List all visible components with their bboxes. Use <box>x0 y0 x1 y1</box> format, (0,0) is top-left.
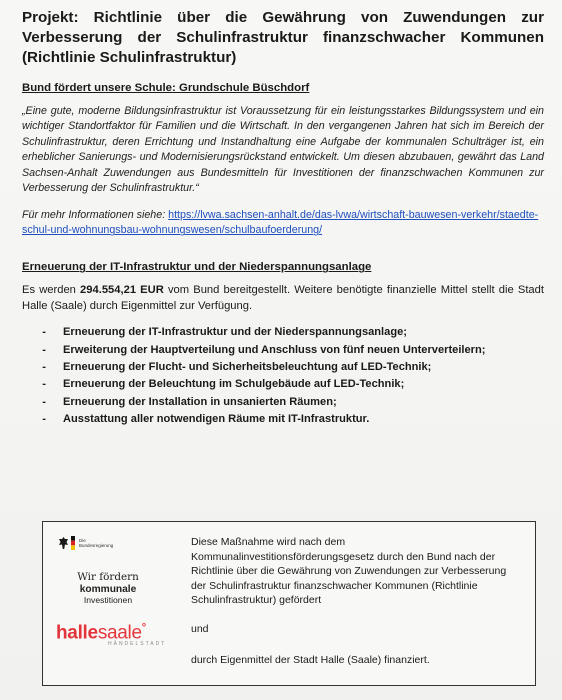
list-dash: - <box>42 343 46 356</box>
wir-line3: Investitionen <box>83 595 133 605</box>
eagle-icon <box>58 536 69 550</box>
bund-line1: Die <box>79 537 86 543</box>
info-prefix: Für mehr Informationen siehe: <box>22 209 169 222</box>
notice-text-3: durch Eigenmittel der Stadt Halle (Saale) finanziert. <box>191 653 430 666</box>
info-paragraph <box>22 208 544 238</box>
notice-text-1: Diese Maßnahme wird nach dem Kommunalinvestitionsförderungsgesetz durch den Bund nach der Richtlinie über die Gewährung von Zuwendungen zur Verbesserung der Schulinfrastruktur finanzschwacher Kommunen (Richtlinie Schulinfrastruktur) gefördert <box>191 536 507 607</box>
list-item-text: Erneuerung der Flucht- und Sicherheitsbeleuchtung auf LED-Technik; <box>63 361 432 374</box>
bund-row <box>58 536 168 550</box>
funding-prefix: Es werden <box>22 284 81 297</box>
list-item <box>22 412 544 427</box>
list-dash: - <box>42 326 46 339</box>
halle-degree-icon: ° <box>141 622 146 634</box>
list-item-text: Erneuerung der Beleuchtung im Schulgebäude auf LED-Technik; <box>63 378 405 391</box>
flag-icon <box>71 536 75 550</box>
bund-line2: Bundesregierung <box>79 543 114 548</box>
school-heading: Bund fördert unsere Schule: Grundschule Büschdorf <box>22 82 310 94</box>
document-content <box>22 8 544 430</box>
list-dash: - <box>42 378 46 391</box>
halle-part1: halle <box>56 622 98 644</box>
list-item-text: Erneuerung der IT-Infrastruktur und der Niederspannungsanlage; <box>63 326 407 339</box>
bundesregierung-label <box>79 538 113 549</box>
project-heading: Erneuerung der IT-Infrastruktur und der Niederspannungsanlage <box>22 261 372 274</box>
info-link[interactable]: https://lvwa.sachsen-anhalt.de/das-lvwa/wirtschaft-bauwesen-verkehr/staedte-schul-und-wohnungsbau-wohnungswesen/schulbaufoerderung/ <box>22 209 539 237</box>
funding-amount: 294.554,21 EUR <box>80 284 164 297</box>
funding-notice-box <box>42 521 536 686</box>
list-item <box>22 325 544 340</box>
wir-foerdern-slogan <box>58 572 158 607</box>
list-dash: - <box>42 413 46 426</box>
page-title: Projekt: Richtlinie über die Gewährung von Zuwendungen zur Verbesserung der Schulinfrastruktur finanzschwacher Kommunen (Richtlinie Schulinfrastruktur) <box>22 9 544 66</box>
funding-suffix: vom Bund bereitgestellt. Weitere benötigte finanzielle Mittel stellt die Stadt Halle (Saale) durch Eigenmittel zur Verfügung. <box>22 284 544 312</box>
wir-line1: Wir fördern <box>77 571 139 583</box>
list-item <box>22 343 544 358</box>
list-item-text: Ausstattung aller notwendigen Räume mit IT-Infrastruktur. <box>63 413 370 426</box>
list-item <box>22 377 544 392</box>
halle-part2: saale <box>97 622 142 644</box>
list-dash: - <box>42 395 46 408</box>
funding-notice-text <box>191 535 521 667</box>
funding-paragraph <box>22 283 544 314</box>
list-dash: - <box>42 361 46 374</box>
halle-subline: HÄNDELSTADT <box>108 641 167 648</box>
list-item-text: Erneuerung der Installation in unsanierten Räumen; <box>63 395 337 408</box>
notice-text-2: und <box>191 622 209 635</box>
bundesregierung-logo <box>58 536 168 607</box>
intro-quote: „Eine gute, moderne Bildungsinfrastruktur ist Voraussetzung für ein leistungsstarkes Bildungssystem und ein wichtiger Standortfaktor für Familien und die Wirtschaft. In den vergangenen Jahren hat sich im Bereich der Schulinfrastruktur, deren Errichtung und Instandhaltung eine Aufgabe der kommunalen Schulträger ist, ein erheblicher Sanierungs- und Modernisierungsrückstand entwickelt. Um diesen abzubauen, gewährt das Land Sachsen-Anhalt Zuwendungen aus Bundesmitteln für Investitionen der finanzschwachen Kommunen zur Verbesserung der Schulinfrastruktur.“ <box>22 105 544 195</box>
wir-line2: kommunale <box>79 583 137 595</box>
halle-saale-logo <box>56 622 166 647</box>
list-item <box>22 395 544 410</box>
measures-list <box>22 325 544 427</box>
list-item <box>22 360 544 375</box>
list-item-text: Erweiterung der Hauptverteilung und Anschluss von fünf neuen Unterverteilern; <box>63 343 486 356</box>
